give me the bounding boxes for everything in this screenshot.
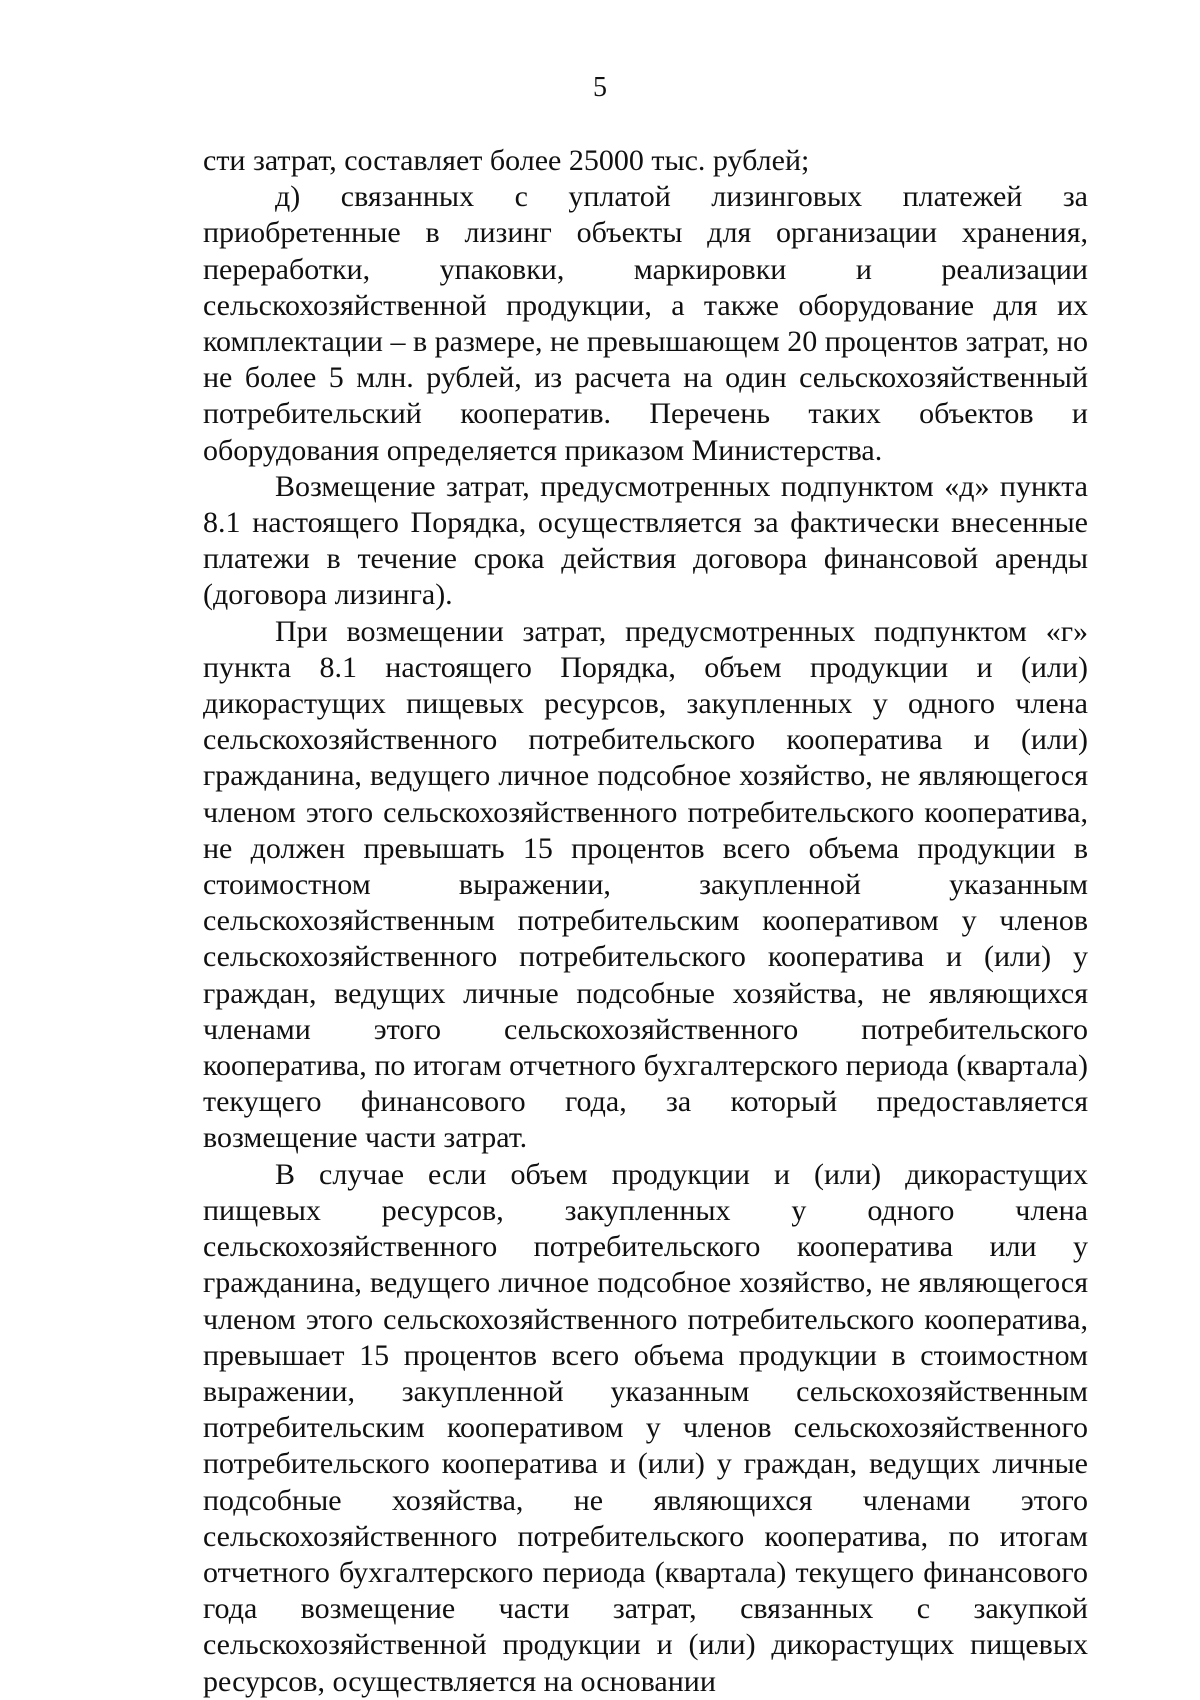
paragraph-leasing-compensation: Возмещение затрат, предусмотренных подпунктом «д» пункта 8.1 настоящего Порядка, осуществляется за фактически внесенные платежи в течение срока действия договора финансовой аренды (договора лизинга).: [203, 469, 1088, 612]
document-body: [203, 143, 1088, 1700]
paragraph-continuation: сти затрат, составляет более 25000 тыс. рублей;: [203, 144, 810, 177]
paragraph-subitem-d-leasing: д) связанных с уплатой лизинговых платежей за приобретенные в лизинг объекты для организации хранения, переработки, упаковки, маркировки и реализации сельскохозяйственной продукции, а также оборудование для их комплектации – в размере, не превышающем 20 процентов затрат, но не более 5 млн. рублей, из расчета на один сельскохозяйственный потребительский кооператив. Перечень таких объектов и оборудования определяется приказом Министерства.: [203, 180, 1088, 467]
paragraph-purchase-limit: При возмещении затрат, предусмотренных подпунктом «г» пункта 8.1 настоящего Порядка, объем продукции и (или) дикорастущих пищевых ресурсов, закупленных у одного члена сельскохозяйственного потребительского кооператива и (или) гражданина, ведущего личное подсобное хозяйство, не являющегося членом этого сельскохозяйственного потребительского кооператива, не должен превышать 15 процентов всего объема продукции в стоимостном выражении, закупленной указанным сельскохозяйственным потребительским кооперативом у членов сельскохозяйственного потребительского кооператива и (или) у граждан, ведущих личные подсобные хозяйства, не являющихся членами этого сельскохозяйственного потребительского кооператива, по итогам отчетного бухгалтерского периода (квартала) текущего финансового года, за который предоставляется возмещение части затрат.: [203, 614, 1088, 1155]
page-number: 5: [593, 72, 607, 103]
paragraph-excess-case: В случае если объем продукции и (или) дикорастущих пищевых ресурсов, закупленных у одного члена сельскохозяйственного потребительского кооператива или у гражданина, ведущего личное подсобное хозяйство, не являющегося членом этого сельскохозяйственного потребительского кооператива, превышает 15 процентов всего объема продукции в стоимостном выражении, закупленной указанным сельскохозяйственным потребительским кооперативом у членов сельскохозяйственного потребительского кооператива и (или) у граждан, ведущих личные подсобные хозяйства, не являющихся членами этого сельскохозяйственного потребительского кооператива, по итогам отчетного бухгалтерского периода (квартала) текущего финансового года возмещение части затрат, связанных с закупкой сельскохозяйственной продукции и (или) дикорастущих пищевых ресурсов, осуществляется на основании: [203, 1157, 1088, 1698]
